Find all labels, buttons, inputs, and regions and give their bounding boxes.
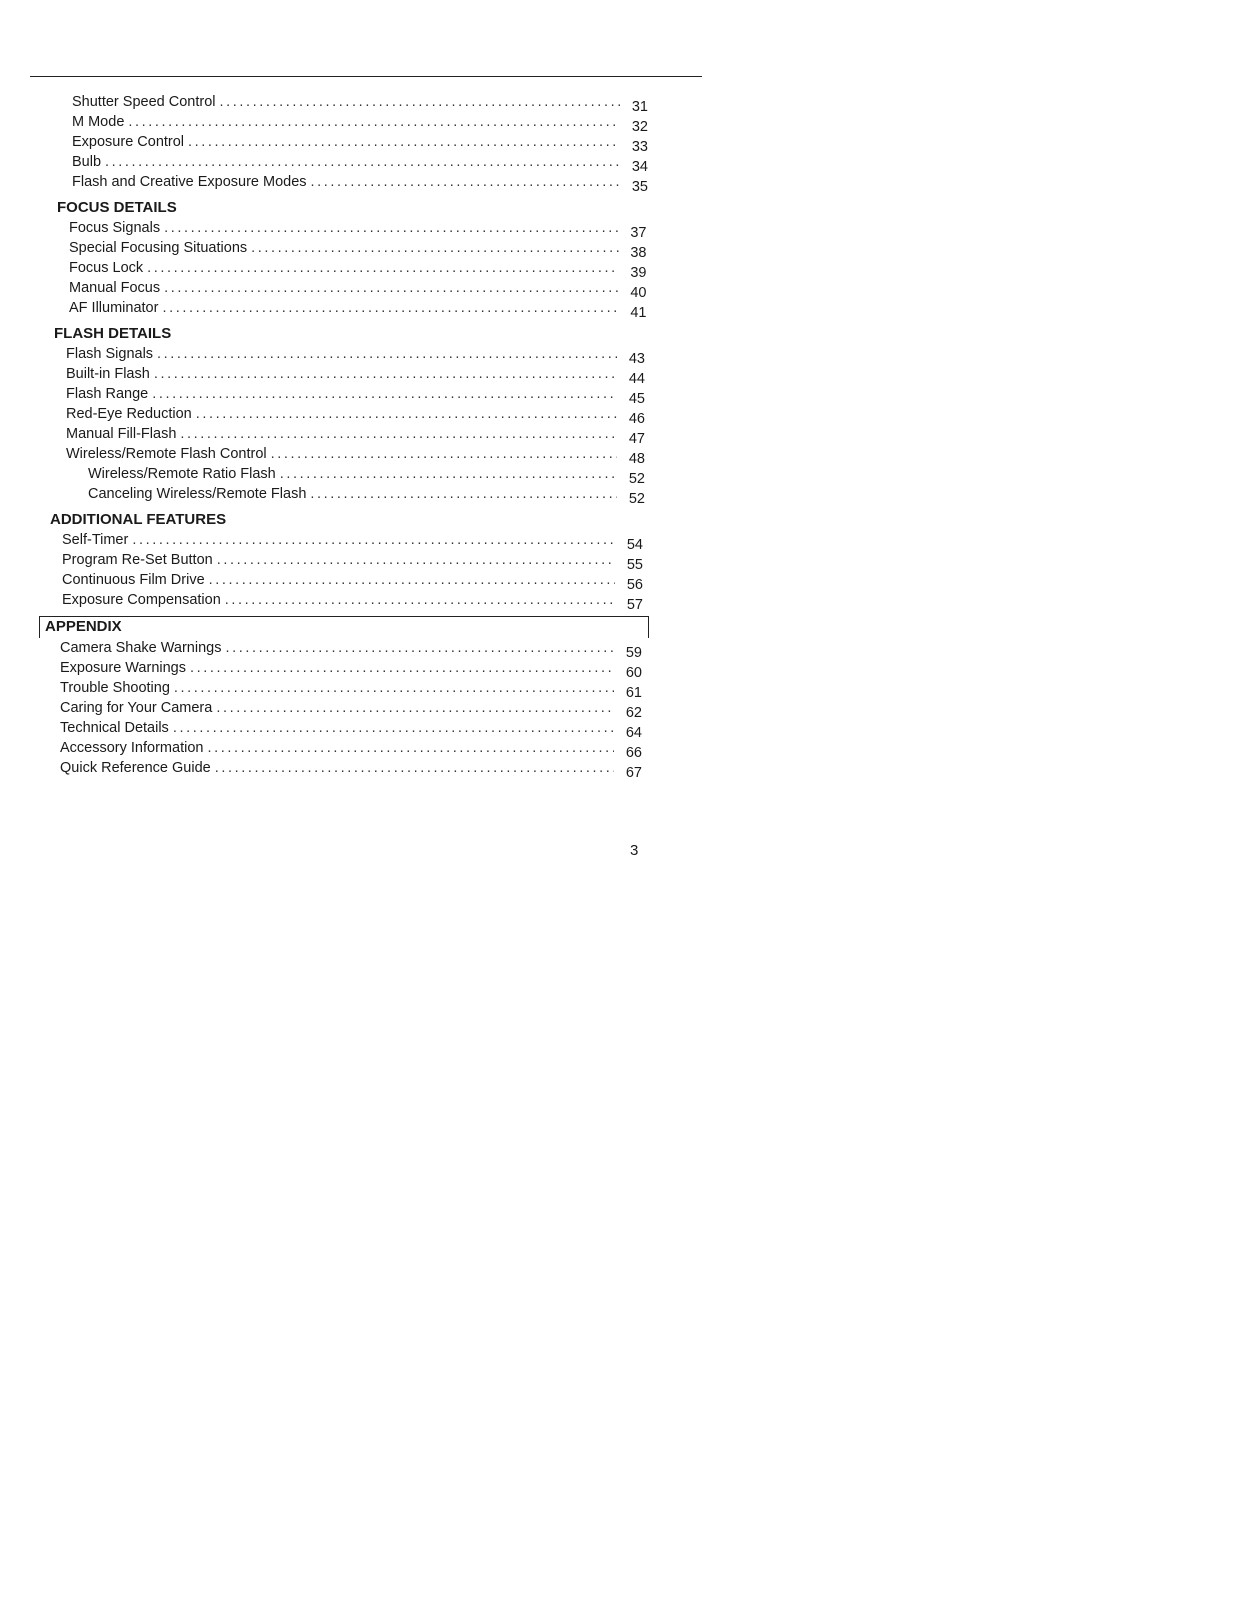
entry-page-number: 60 (625, 665, 642, 678)
entry-label: Manual Focus (69, 280, 161, 296)
dot-leader (152, 384, 617, 404)
entry-page-number: 66 (625, 745, 642, 758)
toc-entry (44, 758, 670, 778)
dot-leader (132, 530, 615, 550)
entry-page-number: 31 (631, 99, 648, 112)
toc-entry (44, 550, 670, 570)
dot-leader (310, 484, 617, 504)
toc-entry (44, 590, 670, 610)
entry-label: Flash Signals (66, 346, 154, 362)
entry-page-number: 56 (626, 577, 643, 590)
entry-label: Built-in Flash (66, 366, 150, 382)
entry-page-number: 39 (630, 265, 647, 278)
entry-page-number: 45 (628, 391, 645, 404)
entry-label: Shutter Speed Control (72, 94, 216, 110)
entry-page-number: 59 (625, 645, 642, 658)
toc-section (44, 198, 670, 318)
toc-section (44, 616, 670, 778)
dot-leader (271, 444, 617, 464)
dot-leader (164, 278, 618, 298)
dot-leader (207, 738, 614, 758)
entry-label: Exposure Warnings (60, 660, 186, 676)
entry-label: Accessory Information (60, 740, 204, 756)
entry-label: Bulb (72, 154, 102, 170)
entry-page-number: 47 (628, 431, 645, 444)
table-of-contents (44, 92, 670, 778)
dot-leader (190, 658, 614, 678)
toc-section (44, 92, 670, 192)
dot-leader (196, 404, 617, 424)
entry-page-number: 43 (628, 351, 645, 364)
entry-page-number: 35 (631, 179, 648, 192)
entry-page-number: 61 (625, 685, 642, 698)
entry-label: Canceling Wireless/Remote Flash (88, 486, 307, 502)
top-rule (30, 76, 702, 77)
entry-page-number: 37 (630, 225, 647, 238)
dot-leader (225, 590, 615, 610)
dot-leader (219, 92, 620, 112)
toc-entry (44, 344, 670, 364)
entry-label: Manual Fill-Flash (66, 426, 177, 442)
entry-page-number: 52 (628, 471, 645, 484)
dot-leader (180, 424, 617, 444)
dot-leader (215, 758, 614, 778)
toc-entry (44, 530, 670, 550)
toc-entry (44, 258, 670, 278)
section-heading: FOCUS DETAILS (57, 199, 177, 216)
entry-page-number: 64 (625, 725, 642, 738)
toc-entry (44, 738, 670, 758)
entry-label: Flash Range (66, 386, 149, 402)
toc-entry (44, 218, 670, 238)
dot-leader (154, 364, 617, 384)
toc-entry (44, 238, 670, 258)
entry-label: Wireless/Remote Ratio Flash (88, 466, 276, 482)
section-heading: ADDITIONAL FEATURES (50, 511, 227, 528)
toc-entry (44, 278, 670, 298)
toc-entry (44, 484, 670, 504)
toc-entry (44, 464, 670, 484)
toc-entry (44, 298, 670, 318)
toc-entry (44, 698, 670, 718)
toc-entry (44, 444, 670, 464)
dot-leader (174, 678, 614, 698)
dot-leader (164, 218, 618, 238)
toc-section (44, 324, 670, 504)
entry-page-number: 57 (626, 597, 643, 610)
entry-label: Special Focusing Situations (69, 240, 248, 256)
entry-page-number: 54 (626, 537, 643, 550)
entry-page-number: 33 (631, 139, 648, 152)
dot-leader (105, 152, 620, 172)
entry-label: Technical Details (60, 720, 169, 736)
toc-entry (44, 570, 670, 590)
entry-page-number: 52 (628, 491, 645, 504)
entry-label: M Mode (72, 114, 125, 130)
toc-entry (44, 658, 670, 678)
toc-entry (44, 364, 670, 384)
entry-page-number: 46 (628, 411, 645, 424)
entry-page-number: 44 (628, 371, 645, 384)
toc-entry (44, 424, 670, 444)
toc-entry (44, 638, 670, 658)
toc-section (44, 510, 670, 610)
dot-leader (225, 638, 614, 658)
toc-entry (44, 678, 670, 698)
section-heading: FLASH DETAILS (54, 325, 172, 342)
entry-label: Exposure Control (72, 134, 185, 150)
entry-page-number: 62 (625, 705, 642, 718)
toc-entry (44, 172, 670, 192)
toc-entry (44, 152, 670, 172)
entry-label: Continuous Film Drive (62, 572, 205, 588)
entry-page-number: 55 (626, 557, 643, 570)
entry-label: Self-Timer (62, 532, 129, 548)
dot-leader (251, 238, 618, 258)
dot-leader (162, 298, 618, 318)
dot-leader (280, 464, 617, 484)
dot-leader (147, 258, 618, 278)
entry-page-number: 67 (625, 765, 642, 778)
entry-label: Red-Eye Reduction (66, 406, 192, 422)
entry-page-number: 32 (631, 119, 648, 132)
entry-page-number: 40 (630, 285, 647, 298)
entry-label: Exposure Compensation (62, 592, 221, 608)
dot-leader (173, 718, 614, 738)
entry-label: Focus Lock (69, 260, 144, 276)
toc-entry (44, 718, 670, 738)
entry-label: Program Re-Set Button (62, 552, 213, 568)
page-number: 3 (630, 842, 639, 859)
dot-leader (188, 132, 620, 152)
entry-page-number: 38 (630, 245, 647, 258)
toc-entry (44, 92, 670, 112)
entry-page-number: 34 (631, 159, 648, 172)
dot-leader (157, 344, 617, 364)
section-heading: APPENDIX (45, 618, 122, 635)
dot-leader (209, 570, 615, 590)
entry-label: AF Illuminator (69, 300, 159, 316)
entry-label: Flash and Creative Exposure Modes (72, 174, 307, 190)
dot-leader (216, 698, 614, 718)
entry-label: Focus Signals (69, 220, 161, 236)
entry-label: Caring for Your Camera (60, 700, 213, 716)
entry-label: Quick Reference Guide (60, 760, 211, 776)
entry-page-number: 48 (628, 451, 645, 464)
toc-entry (44, 132, 670, 152)
entry-page-number: 41 (630, 305, 647, 318)
section-heading-box (39, 616, 649, 638)
entry-label: Trouble Shooting (60, 680, 170, 696)
dot-leader (217, 550, 615, 570)
dot-leader (311, 172, 620, 192)
entry-label: Wireless/Remote Flash Control (66, 446, 267, 462)
toc-entry (44, 112, 670, 132)
entry-label: Camera Shake Warnings (60, 640, 222, 656)
dot-leader (128, 112, 620, 132)
toc-entry (44, 404, 670, 424)
toc-entry (44, 384, 670, 404)
